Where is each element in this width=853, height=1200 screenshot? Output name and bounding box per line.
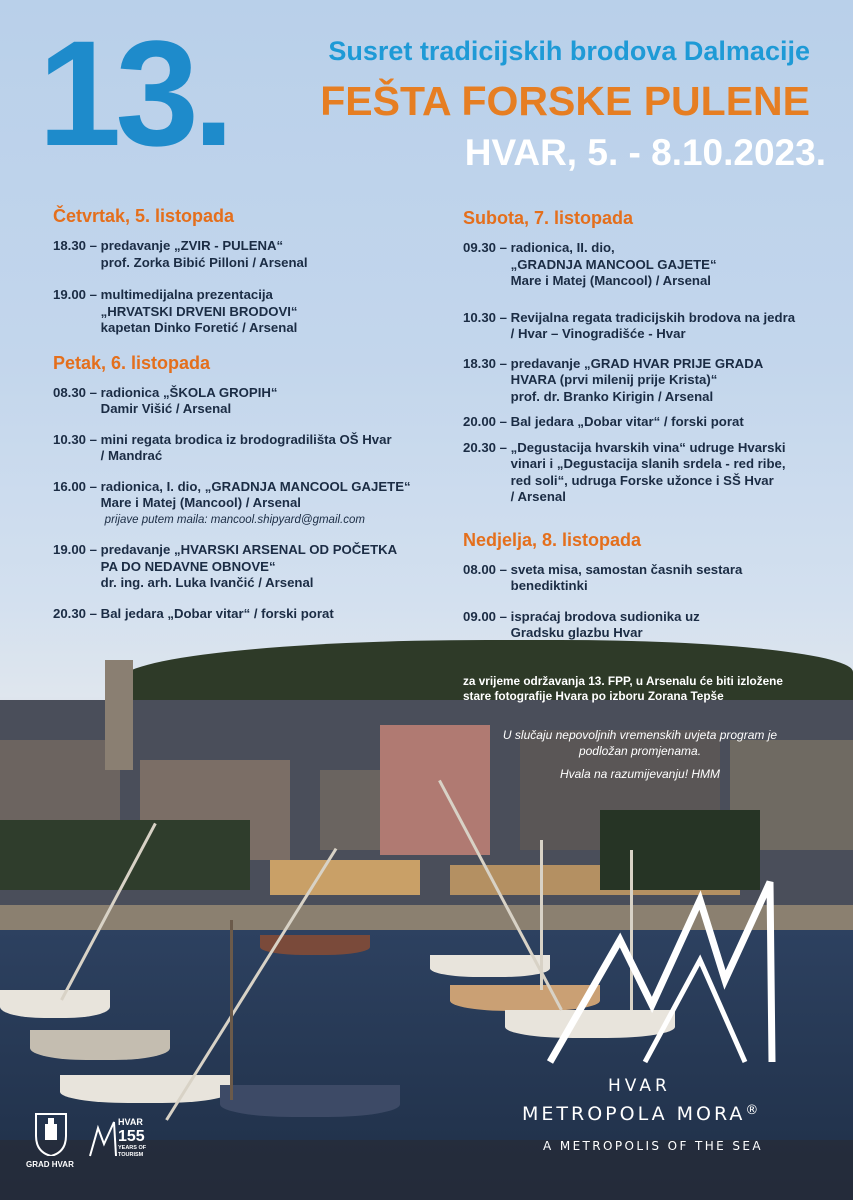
event-time: 20.00 – [463, 414, 507, 429]
note-line: za vrijeme održavanja 13. FPP, u Arsenalu će biti izložene [463, 674, 783, 688]
registered-mark: ® [745, 1103, 762, 1118]
anniversary-number: 155 [118, 1128, 145, 1145]
program-right-column [463, 210, 848, 642]
event-time: 10.30 – [463, 309, 507, 325]
logo-metropola [522, 1103, 761, 1125]
event-time: 10.30 – [53, 431, 97, 447]
event-line: / Hvar – Vinogradišće - Hvar [510, 326, 686, 341]
event-time: 09.00 – [463, 608, 507, 624]
note-line: podložan promjenama. [578, 743, 702, 758]
event-line: predavanje „GRAD HVAR PRIJE GRADA [510, 355, 764, 371]
event-title: FEŠTA FORSKE PULENE [320, 78, 810, 124]
event-line: ispraćaj brodova sudionika uz [510, 608, 700, 624]
event-line: / Arsenal [510, 489, 566, 504]
logo-tagline: A METROPOLIS OF THE SEA [543, 1139, 763, 1153]
boat [30, 1030, 170, 1060]
event-line: / Mandrać [100, 448, 163, 463]
boat [60, 1075, 230, 1103]
event-line: HVARA (prvi milenij prije Krista)“ [510, 372, 718, 387]
event-line: dr. ing. arh. Luka Ivančić / Arsenal [100, 575, 314, 590]
event-time: 19.00 – [53, 287, 97, 302]
program-event [463, 310, 848, 343]
anniversary-subtitle: YEARS OF TOURISM [118, 1145, 147, 1158]
event-line: radionica, II. dio, [510, 240, 615, 255]
note-line: stare fotografije Hvara po izboru Zorana Tepše [463, 689, 724, 703]
event-line: multimedijalna prezentacija [100, 287, 273, 302]
program-event [53, 479, 448, 529]
program-event [53, 606, 448, 623]
program-event [53, 238, 448, 271]
event-line: „Degustacija hvarskih vina“ udruge Hvarski [510, 439, 786, 455]
registration-note: prijave putem maila: mancool.shipyard@gmail.com [104, 513, 365, 526]
event-time: 16.00 – [53, 478, 97, 494]
note-line: Hvala na razumijevanju! HMM [559, 767, 721, 781]
event-line: Gradsku glazbu Hvar [510, 625, 643, 640]
event-line: PA DO NEDAVNE OBNOVE“ [100, 558, 276, 574]
event-line: sveta misa, samostan časnih sestara [510, 561, 743, 577]
event-line: Bal jedara „Dobar vitar“ / forski porat [100, 605, 334, 621]
event-line: Mare i Matej (Mancool) / Arsenal [510, 273, 711, 288]
event-line: kapetan Dinko Foretić / Arsenal [100, 320, 298, 335]
event-time: 20.30 – [53, 605, 97, 621]
day-heading: Nedjelja, 8. listopada [463, 529, 642, 550]
program-event [53, 287, 448, 337]
program-event [463, 440, 848, 506]
anniversary-badge [118, 1116, 163, 1159]
event-time: 19.00 – [53, 542, 97, 557]
event-line: red soli“, udruga Forske užonce i SŠ Hvar [510, 472, 774, 488]
edition-number: 13. [38, 9, 229, 177]
event-time: 18.30 – [463, 355, 507, 371]
event-line: predavanje „HVARSKI ARSENAL OD POČETKA [100, 542, 398, 557]
anniversary-sail-icon [88, 1118, 118, 1158]
event-line: benediktinki [510, 578, 588, 593]
event-line: Mare i Matej (Mancool) / Arsenal [100, 495, 301, 510]
event-line: vinari i „Degustacija slanih srdela - red ribe, [510, 456, 786, 471]
event-line: mini regata brodica iz brodogradilišta OŠ Hvar [100, 431, 392, 447]
event-line: Bal jedara „Dobar vitar“ / forski porat [510, 414, 744, 429]
event-subtitle: Susret tradicijskih brodova Dalmacije [328, 36, 810, 66]
exhibit-note [463, 674, 848, 704]
boat-mast [230, 920, 233, 1100]
day-heading: Subota, 7. listopada [463, 208, 634, 228]
event-line: Revijalna regata tradicijskih brodova na jedra [510, 309, 796, 325]
program-event [463, 562, 848, 595]
boat [220, 1085, 400, 1117]
program-event [53, 542, 448, 592]
event-time: 08.30 – [53, 384, 97, 400]
event-line: predavanje „ZVIR - PULENA“ [100, 238, 284, 253]
boat [0, 990, 110, 1018]
weather-note [490, 728, 790, 783]
event-time: 20.30 – [463, 439, 507, 455]
day-heading: Petak, 6. listopada [53, 352, 211, 373]
anniversary-top: HVAR [118, 1117, 143, 1127]
program-left-column [53, 208, 448, 622]
grad-hvar-coat-of-arms-icon [33, 1110, 69, 1156]
program-event [463, 609, 848, 642]
program-event [53, 385, 448, 418]
program-event [463, 240, 848, 290]
day-heading: Četvrtak, 5. listopada [53, 206, 235, 226]
event-time: 18.30 – [53, 238, 97, 253]
event-time: 08.00 – [463, 561, 507, 577]
event-line: prof. Zorka Bibić Pilloni / Arsenal [100, 254, 308, 270]
event-line: radionica „ŠKOLA GROPIH“ [100, 384, 278, 400]
event-dates: HVAR, 5. - 8.10.2023. [464, 132, 826, 173]
program-event [463, 414, 848, 431]
event-time: 09.30 – [463, 240, 507, 255]
event-line: „HRVATSKI DRVENI BRODOVI“ [100, 303, 298, 319]
event-line: prof. dr. Branko Kirigin / Arsenal [510, 388, 714, 404]
event-line: Damir Višić / Arsenal [100, 401, 232, 416]
sail-logo-icon [540, 870, 780, 1070]
program-event [463, 356, 848, 406]
logo-metropola-text: METROPOLA MORA [522, 1103, 746, 1125]
event-line: radionica, I. dio, „GRADNJA MANCOOL GAJETE“ [100, 478, 411, 494]
note-line: U slučaju nepovoljnih vremenskih uvjeta program je [502, 728, 778, 742]
logo-hvar: HVAR [608, 1076, 671, 1096]
grad-hvar-label: GRAD HVAR [26, 1160, 74, 1169]
event-line: „GRADNJA MANCOOL GAJETE“ [510, 256, 717, 272]
program-event [53, 432, 448, 465]
